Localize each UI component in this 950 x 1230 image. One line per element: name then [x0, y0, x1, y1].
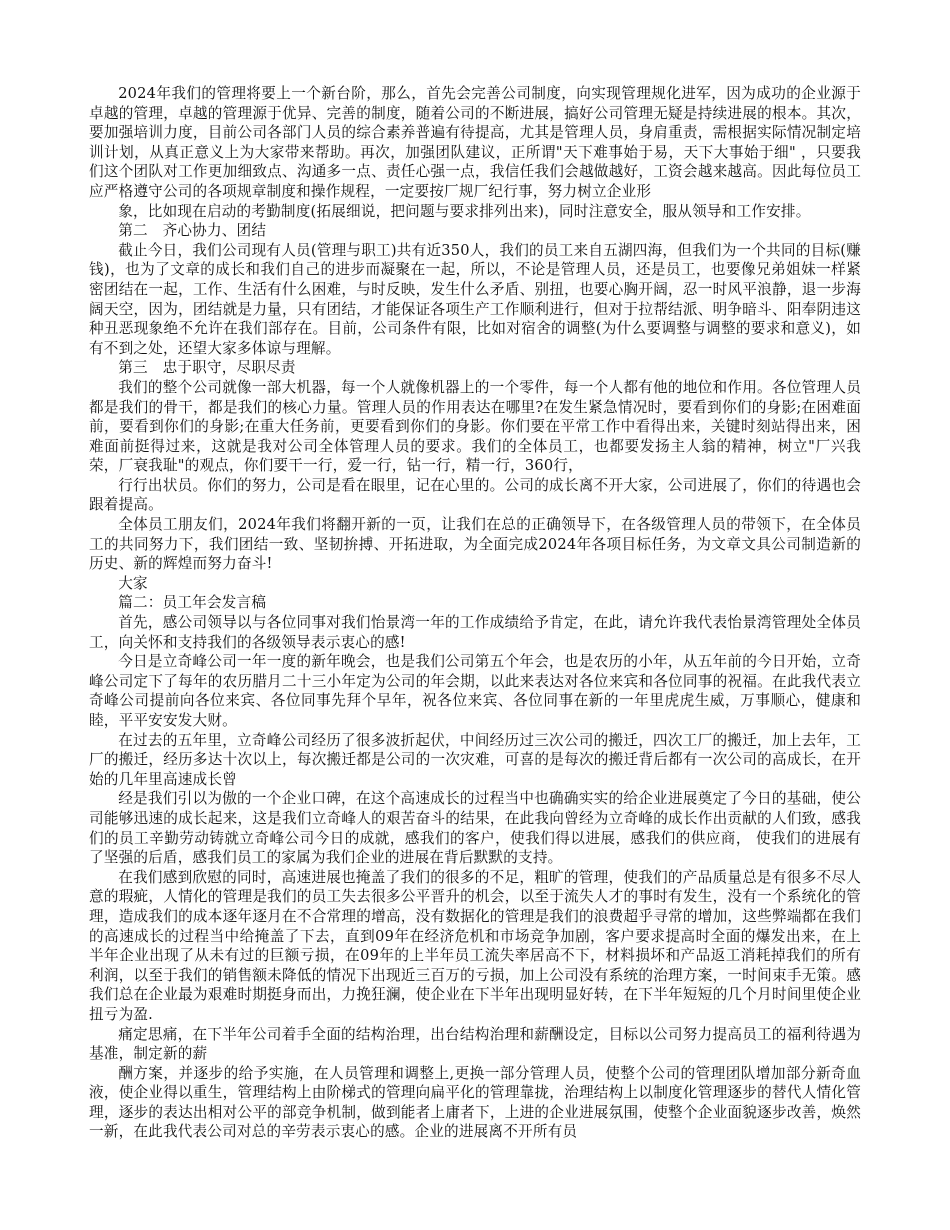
paragraph: 在我们感到欣慰的同时，高速进展也掩盖了我们的很多的不足，粗旷的管理，使我们的产品质量总是有很多不尽人意的瑕疵，人情化的管理是我们的员工失去很多公平晋升的机会，以至于流失人才的事时有发生，没有一个系统化的管理，造成我们的成本逐年逐月在不合常理的增高，没有数据化的管理是我们的浪费超乎寻常的增加，这些弊端都在我们的高速成长的过程当中给掩盖了下去，直到09年在经济危机和市场竞争加剧，客户要求提高时全面的爆发出来，在上半年企业出现了从未有过的巨额亏损，在09年的上半年员工流失率居高不下，材料损坏和产品返工消耗掉我们的所有利润，以至于我们的销售额未降低的情况下出现近三百万的亏损，加上公司没有系统的治理方案，一时间束手无策。感我们总在企业最为艰难时期挺身而出，力挽狂澜，使企业在下半年出现明显好转，在下半年短短的几个月时间里使企业扭亏为盈. — [89, 868, 861, 1023]
section-heading: 第二 齐心协力、团结 — [118, 222, 267, 240]
paragraph: 全体员工朋友们，2024年我们将翻开新的一页，让我们在总的正确领导下，在各级管理人员的带领下，在全体员工的共同努力下，我们团结一致、坚韧拚搏、开拓进取，为全面完成2024年各项目标任务，为文章文具公司制造新的历史、新的辉煌而努力奋斗! — [89, 516, 861, 573]
paragraph: 痛定思痛，在下半年公司着手全面的结构治理，出台结构治理和薪酬设定，目标以公司努力提高员工的福利待遇为基准，制定新的薪 — [89, 1025, 861, 1063]
paragraph: 大家 — [118, 574, 148, 592]
paragraph: 酬方案，并逐步的给予实施，在人员管理和调整上,更换一部分管理人员，使整个公司的管理团队增加部分新奇血液，使企业得以重生，管理结构上由阶梯式的管理向扁平化的管理靠拢，治理结构上以制度化管理逐步的替代人情化管理，逐步的表达出相对公平的部竞争机制，做到能者上庸者下，上进的企业进展氛围，使整个企业面貌逐步改善，焕然一新，在此我代表公司对总的辛劳表示衷心的感。企业的进展离不开所有员 — [89, 1064, 861, 1141]
paragraph: 截止今日，我们公司现有人员(管理与职工)共有近350人，我们的员工来自五湖四海，但我们为一个共同的目标(赚钱)，也为了文章的成长和我们自己的进步而凝聚在一起，所以，不论是管理人员，还是员工，也要像兄弟姐妹一样紧密团结在一起，工作、生活有什么困难，与时反映，发生什么矛盾、别扭，也要心胸开阔，忍一时风平浪静，退一步海阔天空，因为，团结就是力量，只有团结，才能保证各项生产工作顺利进行，但对于拉帮结派、明争暗斗、阳奉阴违这种丑恶现象绝不允许在我们部存在。目前，公司条件有限，比如对宿舍的调整(为什么要调整与调整的要求和意义)，如有不到之处，还望大家多体谅与理解。 — [89, 241, 861, 357]
paragraph: 象，比如现在启动的考勤制度(拓展细说，把问题与要求排列出来)，同时注意安全，服从领导和工作安排。 — [118, 202, 811, 220]
paragraph: 今日是立奇峰公司一年一度的新年晚会，也是我们公司第五个年会，也是农历的小年，从五年前的今日开始，立奇峰公司定下了每年的农历腊月二十三小年定为公司的年会期，以此来表达对各位来宾和各位同事的祝福。在此我代表立奇峰公司提前向各位来宾、各位同事先拜个早年，祝各位来宾、各位同事在新的一年里虎虎生威，万事顺心，健康和睦，平平安安发大财。 — [89, 653, 861, 729]
paragraph: 首先，感公司领导以与各位同事对我们怡景湾一年的工作成绩给予肯定，在此，请允许我代表怡景湾管理处全体员工，向关怀和支持我们的各级领导表示衷心的感! — [89, 614, 861, 651]
section-heading: 第三 忠于职守，尽职尽责 — [118, 359, 296, 377]
paragraph: 经是我们引以为傲的一个企业口碑，在这个高速成长的过程当中也确确实实的给企业进展奠定了今日的基础，使公司能够迅速的成长起来，这是我们立奇峰人的艰苦奋斗的结果，在此我向曾经为立奇峰的成长作出贡献的人们致，感我们的员工辛勤劳动铸就立奇峰公司今日的成就，感我们的客户，使我们得以进展，感我们的供应商， 使我们的进展有了坚强的后盾，感我们员工的家属为我们企业的进展在背后默默的支持。 — [89, 790, 861, 867]
paragraph: 我们的整个公司就像一部大机器，每一个人就像机器上的一个零件，每一个人都有他的地位和作用。各位管理人员都是我们的骨干，都是我们的核心力量。管理人员的作用表达在哪里?在发生紧急情况时，要看到你们的身影;在困难面前，要看到你们的身影;在重大任务前，更要看到你们的身影。你们要在平常工作中看得出来，关键时刻站得出来，困难面前挺得过来，这就是我对公司全体管理人员的要求。我们的全体员工，也都要发扬主人翁的精神，树立"厂兴我荣，厂衰我耻"的观点，你们要干一行，爱一行，钻一行，精一行，360行， — [89, 378, 861, 475]
paragraph: 2024年我们的管理将要上一个新台阶，那么，首先会完善公司制度，向实现管理规化进军，因为成功的企业源于卓越的管理，卓越的管理源于优异、完善的制度，随着公司的不断进展，搞好公司管理无疑是持续进展的根本。其次，要加强培训力度，目前公司各部门人员的综合素养普遍有待提高，尤其是管理人员，身肩重责，需根据实际情况制定培训计划，从真正意义上为大家带来帮助。再次，加强团队建议，正所谓"天下难事始于易，天下大事始于细" ，只要我们这个团队对工作更加细致点、沟通多一点、责任心强一点，我信任我们会越做越好，工资会越来越高。因此每位员工应严格遵守公司的各项规章制度和操作规程，一定要按厂规厂纪行事，努力树立企业形 — [89, 85, 861, 200]
paragraph: 行行出状员。你们的努力，公司是看在眼里，记在心里的。公司的成长离不开大家，公司进展了，你们的待遇也会跟着提高。 — [89, 476, 861, 514]
section-heading: 篇二：员工年会发言稿 — [118, 594, 267, 612]
paragraph: 在过去的五年里，立奇峰公司经历了很多波折起伏，中间经历过三次公司的搬迁，四次工厂的搬迁，加上去年，工厂的搬迁，经历多达十次以上，每次搬迁都是公司的一次灾难，可喜的是每次的搬迁背后都有一次公司的高成长，在开始的几年里高速成长曾 — [89, 731, 861, 788]
document-body — [89, 84, 861, 1142]
